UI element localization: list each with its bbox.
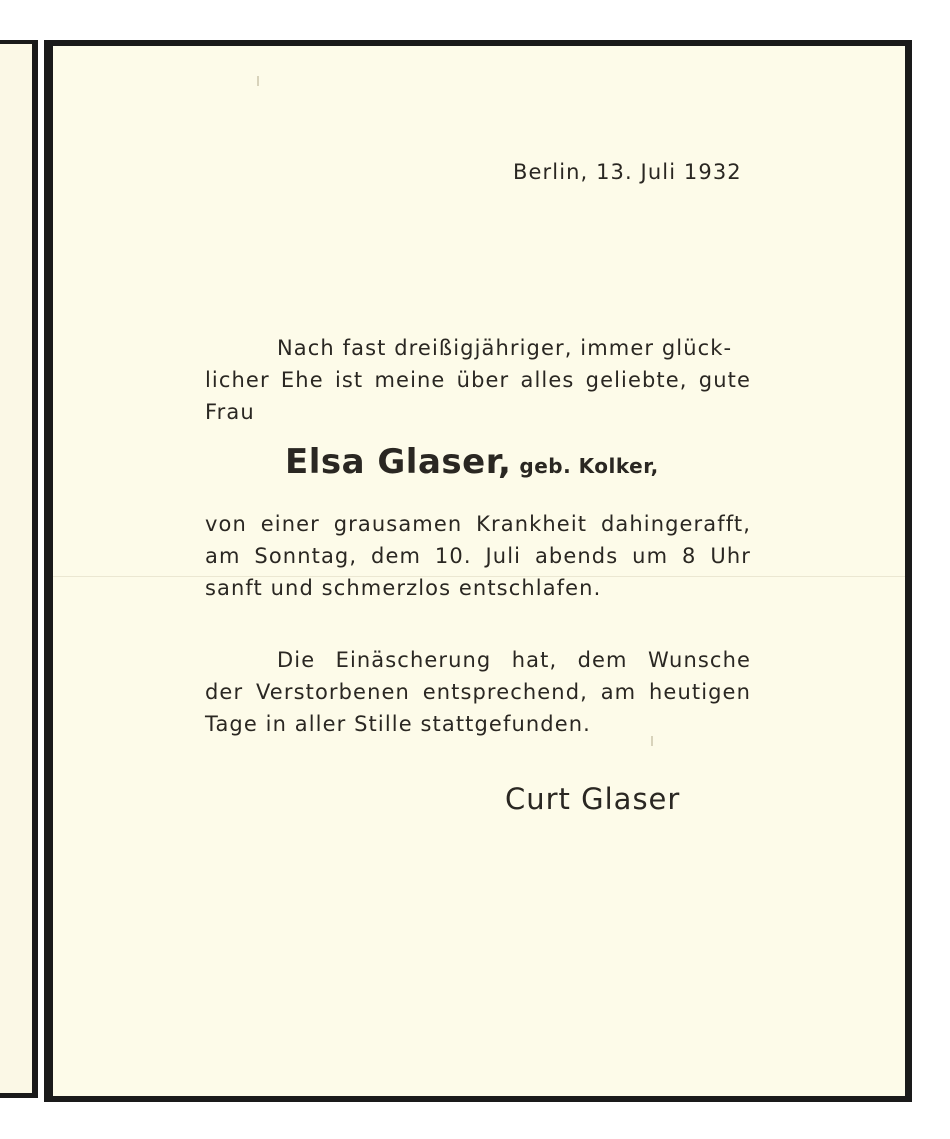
paragraph-line: Nach fast dreißigjähriger, immer glück- (277, 336, 733, 360)
deceased-name-main: Elsa Glaser, (285, 442, 512, 482)
paragraph-line: licher Ehe ist meine über alles geliebte, gute (205, 368, 751, 392)
paragraph-line: Frau (205, 400, 255, 424)
deceased-name (285, 442, 659, 482)
paragraph-announcement (205, 332, 751, 428)
date-line: Berlin, 13. Juli 1932 (513, 160, 742, 184)
paragraph-death-details (205, 508, 751, 604)
paragraph-line: am Sonntag, dem 10. Juli abends um 8 Uhr (205, 544, 751, 568)
mourning-card (44, 40, 912, 1102)
deceased-maiden-name: geb. Kolker, (519, 454, 659, 478)
paragraph-line: von einer grausamen Krankheit dahingerafft, (205, 512, 751, 536)
adjacent-page-edge (0, 40, 38, 1098)
paragraph-line: Die Einäscherung hat, dem Wunsche (277, 648, 751, 672)
paragraph-line: der Verstorbenen entsprechend, am heutigen (205, 680, 751, 704)
paragraph-line: Tage in aller Stille stattgefunden. (205, 712, 591, 736)
paragraph-cremation (205, 644, 751, 740)
paragraph-line: sanft und schmerzlos entschlafen. (205, 576, 602, 600)
signature: Curt Glaser (505, 782, 681, 816)
paper-speck (257, 76, 259, 86)
